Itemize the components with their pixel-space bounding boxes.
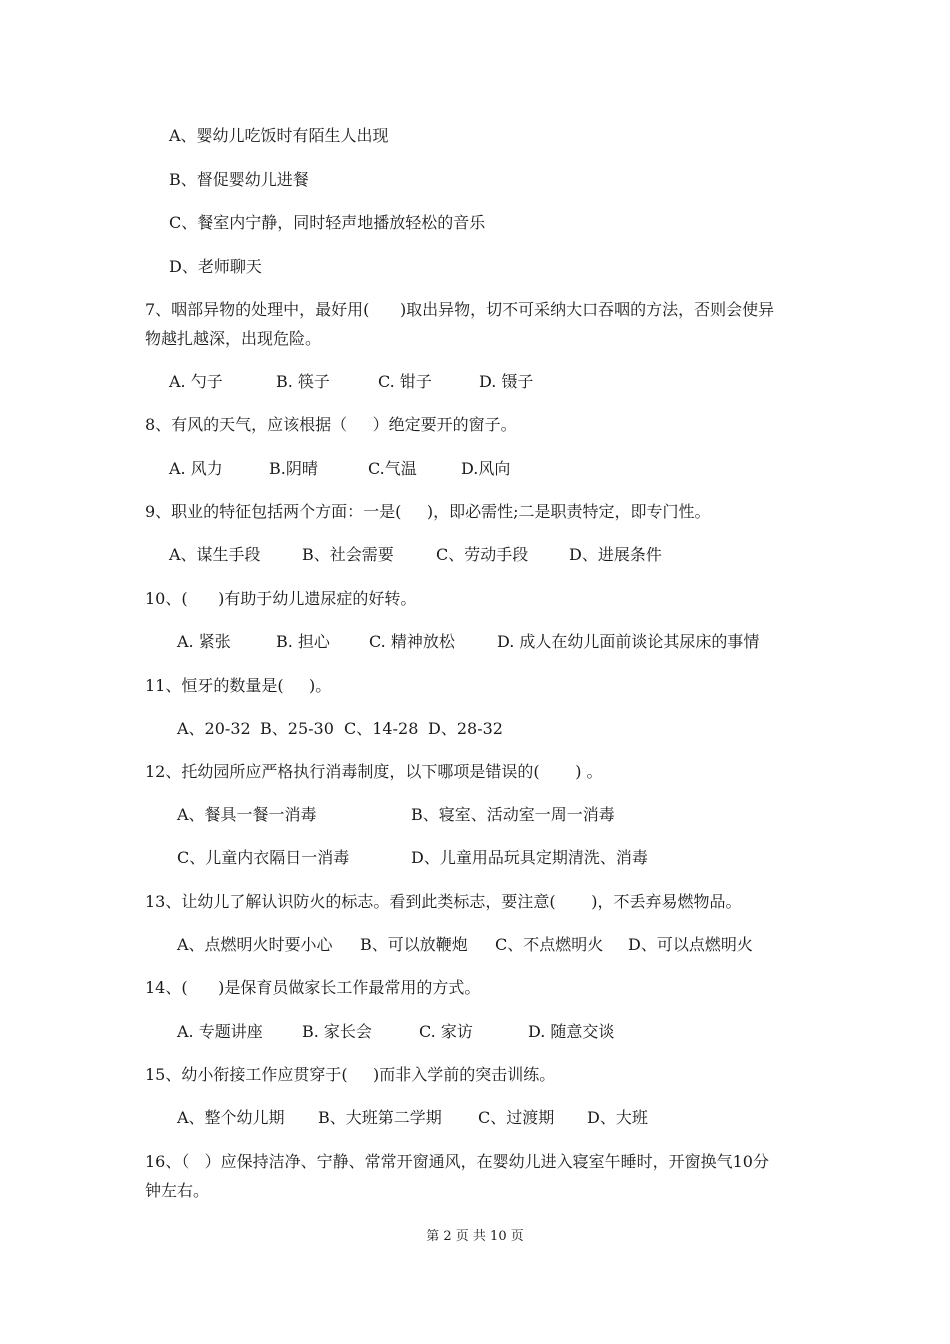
option-c: C、餐室内宁静，同时轻声地播放轻松的音乐 <box>169 213 486 232</box>
question-12-options-row1 <box>0 805 950 825</box>
option-d: D、大班 <box>587 1108 648 1127</box>
option-c: C. 精神放松 <box>369 632 455 651</box>
option-a: A. 紧张 <box>177 632 231 651</box>
question-9-stem: 9、职业的特征包括两个方面：一是( )，即必需性;二是职责特定，即专门性。 <box>145 502 711 521</box>
option-a: A、点燃明火时要小心 <box>177 935 333 954</box>
question-14-stem: 14、( )是保育员做家长工作最常用的方式。 <box>145 978 481 997</box>
option-c: C. 家访 <box>419 1022 473 1041</box>
option-c: C、儿童内衣隔日一消毒 <box>177 848 350 867</box>
question-8-stem: 8、有风的天气，应该根据（ ）绝定要开的窗子。 <box>145 415 517 434</box>
option-b: B、可以放鞭炮 <box>360 935 468 954</box>
option-c: C.气温 <box>368 459 417 478</box>
option-b: B. 担心 <box>276 632 330 651</box>
option-b: B、寝室、活动室一周一消毒 <box>411 805 615 824</box>
question-12-stem: 12、托幼园所应严格执行消毒制度，以下哪项是错误的( ) 。 <box>145 762 603 781</box>
question-10-options <box>0 632 950 652</box>
question-12-options-row2 <box>0 848 950 868</box>
question-11-stem: 11、恒牙的数量是( )。 <box>145 676 332 695</box>
option-a: A、婴幼儿吃饭时有陌生人出现 <box>169 126 389 145</box>
option-a: A、20-32 <box>177 719 251 738</box>
question-13-options <box>0 935 950 955</box>
option-d: D、老师聊天 <box>169 257 262 276</box>
question-13-stem: 13、让幼儿了解认识防火的标志。看到此类标志，要注意( )，不丢弃易燃物品。 <box>145 892 742 911</box>
option-c: C、过渡期 <box>478 1108 555 1127</box>
question-7-stem-cont: 物越扎越深，出现危险。 <box>145 329 322 348</box>
question-10-stem: 10、( )有助于幼儿遗尿症的好转。 <box>145 589 417 608</box>
option-b: B. 筷子 <box>276 372 330 391</box>
option-c: C、14-28 <box>344 719 419 738</box>
page-number: 第 2 页 共 10 页 <box>426 1229 524 1244</box>
question-16-stem-cont: 钟左右。 <box>145 1181 210 1200</box>
option-a: A、整个幼儿期 <box>177 1108 285 1127</box>
question-15-options <box>0 1108 950 1128</box>
option-d: D. 成人在幼儿面前谈论其尿床的事情 <box>497 632 760 651</box>
question-8-options <box>0 459 950 479</box>
option-a: A、餐具一餐一消毒 <box>177 805 317 824</box>
option-b: B. 家长会 <box>302 1022 372 1041</box>
option-d: D、儿童用品玩具定期清洗、消毒 <box>411 848 648 867</box>
option-d: D、可以点燃明火 <box>628 935 753 954</box>
option-b: B、25-30 <box>260 719 334 738</box>
option-d: D、进展条件 <box>569 545 662 564</box>
option-c: C. 钳子 <box>378 372 432 391</box>
option-a: A. 勺子 <box>169 372 223 391</box>
option-d: D、28-32 <box>428 719 503 738</box>
question-16-stem: 16、（ ）应保持洁净、宁静、常常开窗通风，在婴幼儿进入寝室午睡时，开窗换气10分 <box>145 1152 769 1171</box>
question-14-options <box>0 1022 950 1042</box>
option-c: C、劳动手段 <box>436 545 529 564</box>
option-a: A、谋生手段 <box>169 545 261 564</box>
option-b: B、督促婴幼儿进餐 <box>169 170 309 189</box>
option-d: D.风向 <box>461 459 511 478</box>
question-7-options <box>0 372 950 392</box>
question-11-options <box>0 719 950 739</box>
question-15-stem: 15、幼小衔接工作应贯穿于( )而非入学前的突击训练。 <box>145 1065 556 1084</box>
option-b: B、社会需要 <box>302 545 394 564</box>
option-a: A. 风力 <box>169 459 223 478</box>
option-b: B.阴晴 <box>269 459 318 478</box>
option-d: D. 镊子 <box>479 372 534 391</box>
option-b: B、大班第二学期 <box>318 1108 442 1127</box>
option-a: A. 专题讲座 <box>177 1022 263 1041</box>
question-9-options <box>0 545 950 565</box>
question-7-stem: 7、咽部异物的处理中，最好用( )取出异物，切不可采纳大口吞咽的方法，否则会使异 <box>145 300 775 319</box>
option-d: D. 随意交谈 <box>528 1022 615 1041</box>
option-c: C、不点燃明火 <box>495 935 604 954</box>
